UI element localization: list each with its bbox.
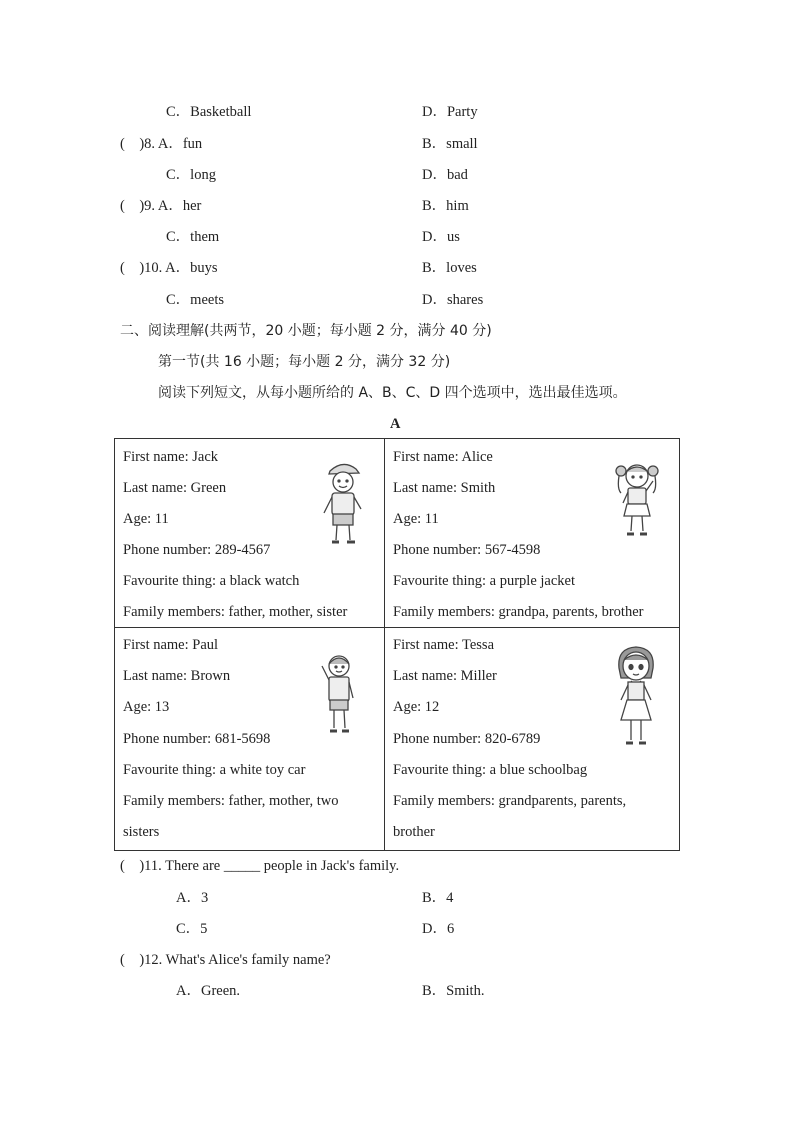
q12-option-b: B．Smith. (422, 983, 485, 999)
family-members-continued: sisters (123, 824, 160, 840)
boy-cap-illustration (321, 457, 365, 549)
q11-option-c: C．5 (176, 921, 208, 937)
family-members: Family members: grandparents, parents, (393, 793, 627, 809)
q8-stem: ( )8. A．fun (120, 136, 203, 152)
q12-option-a: A．Green. (176, 983, 241, 999)
q10-option-c: C．meets (166, 292, 224, 308)
last-name: Last name: Brown (123, 668, 231, 684)
section-heading: 二、阅读理解(共两节，20 小题；每小题 2 分，满分 40 分) (120, 323, 492, 339)
phone-number: Phone number: 820-6789 (393, 731, 541, 747)
family-members-continued: brother (393, 824, 435, 840)
q10-stem: ( )10. A．buys (120, 260, 218, 276)
q10-option-d: D．shares (422, 292, 484, 308)
favourite-thing: Favourite thing: a purple jacket (393, 573, 576, 589)
q8-option-d: D．bad (422, 167, 468, 183)
q9-option-c: C．them (166, 229, 220, 245)
favourite-thing: Favourite thing: a white toy car (123, 762, 306, 778)
girl-pigtails-illustration (613, 459, 661, 541)
first-name: First name: Paul (123, 637, 219, 653)
q7-option-c: C．Basketball (166, 104, 252, 120)
first-name: First name: Tessa (393, 637, 495, 653)
first-name: First name: Jack (123, 449, 219, 465)
favourite-thing: Favourite thing: a black watch (123, 573, 300, 589)
age: Age: 12 (393, 699, 440, 715)
family-members: Family members: father, mother, sister (123, 604, 348, 620)
profile-card-tessa (385, 628, 680, 851)
first-name: First name: Alice (393, 449, 493, 465)
age: Age: 11 (393, 511, 439, 527)
part-heading: 第一节(共 16 小题；每小题 2 分，满分 32 分) (158, 354, 451, 370)
profile-card-jack (115, 439, 385, 628)
phone-number: Phone number: 289-4567 (123, 542, 271, 558)
last-name: Last name: Green (123, 480, 227, 496)
q8-option-b: B．small (422, 136, 478, 152)
profile-card-paul (115, 628, 385, 851)
profile-card-alice (385, 439, 680, 628)
favourite-thing: Favourite thing: a blue schoolbag (393, 762, 588, 778)
age: Age: 11 (123, 511, 169, 527)
q11-option-a: A．3 (176, 890, 209, 906)
girl-dress-illustration (613, 644, 659, 752)
last-name: Last name: Smith (393, 480, 496, 496)
q11-option-b: B．4 (422, 890, 454, 906)
phone-number: Phone number: 681-5698 (123, 731, 271, 747)
q9-option-d: D．us (422, 229, 460, 245)
family-members: Family members: father, mother, two (123, 793, 339, 809)
q12-stem: ( )12. What's Alice's family name? (120, 952, 331, 968)
profile-table (114, 438, 680, 851)
q8-option-c: C．long (166, 167, 216, 183)
q9-option-b: B．him (422, 198, 469, 214)
family-members: Family members: grandpa, parents, brother (393, 604, 644, 620)
last-name: Last name: Miller (393, 668, 497, 684)
phone-number: Phone number: 567-4598 (393, 542, 541, 558)
q11-stem: ( )11. There are _____ people in Jack's family. (120, 858, 400, 874)
age: Age: 13 (123, 699, 170, 715)
passage-label: A (390, 416, 401, 432)
q10-option-b: B．loves (422, 260, 477, 276)
q9-stem: ( )9. A．her (120, 198, 202, 214)
q7-option-d: D．Party (422, 104, 478, 120)
boy-waving-illustration (319, 652, 359, 738)
instruction-text: 阅读下列短文，从每小题所给的 A、B、C、D 四个选项中，选出最佳选项。 (158, 385, 627, 401)
q11-option-d: D．6 (422, 921, 455, 937)
